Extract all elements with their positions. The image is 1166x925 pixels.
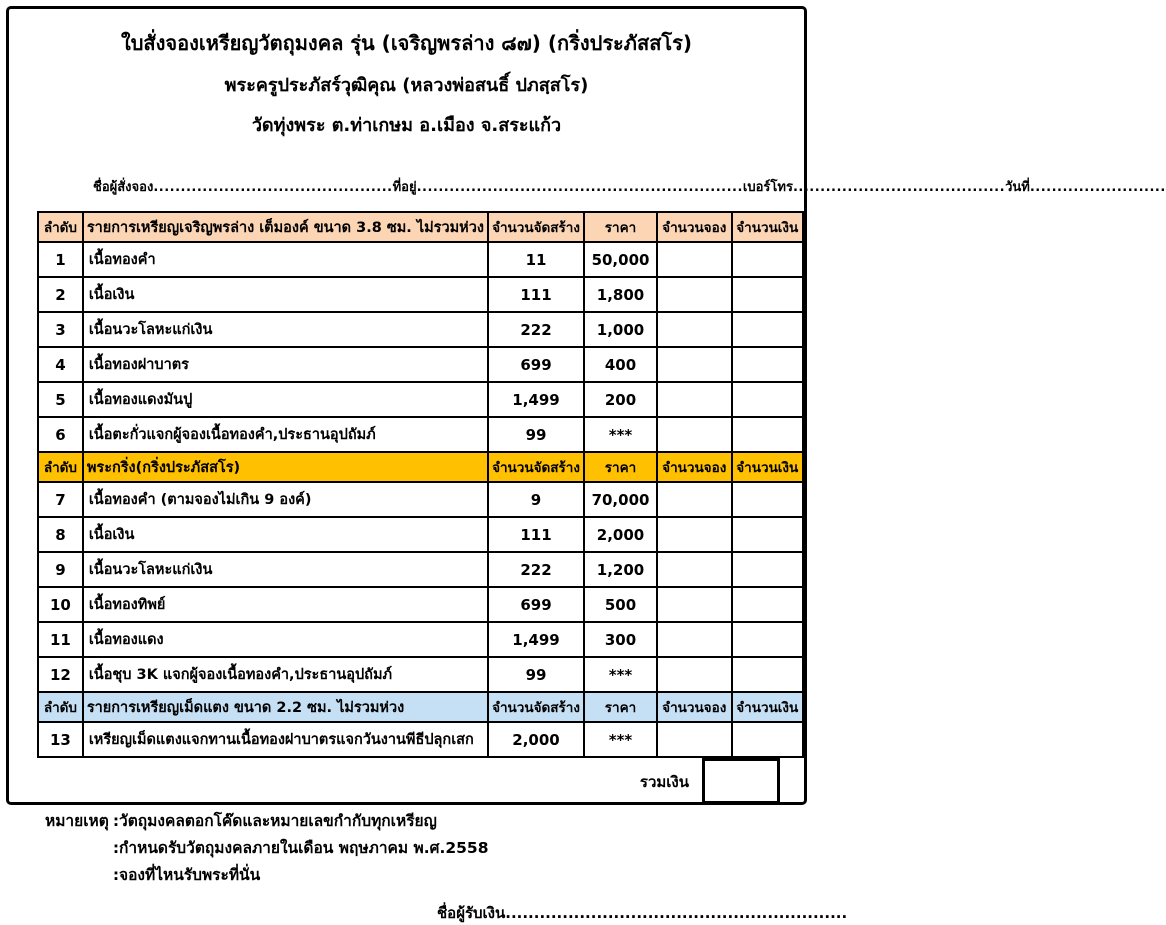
form-title: ใบสั่งจองเหรียญวัตถุมงคล รุ่น (เจริญพรล่าง ๘๗) (กริ่งประภัสสโร) [120,31,693,55]
section-header-cell: จำนวนเงิน [732,212,803,242]
table-row [38,382,803,417]
section-header-cell: จำนวนจัดสร้าง [488,212,584,242]
amount-cell [732,517,803,552]
table-row [38,242,803,277]
qty-made-cell: 699 [488,347,584,382]
qty-reserved-cell [657,417,732,452]
notes-block [45,808,804,889]
monk-name-line: พระครูประภัสร์วุฒิคุณ (หลวงพ่อสนธิ์ ปภสฺสโร) [224,75,589,96]
section-header-cell: รายการเหรียญเม็ดแตง ขนาด 2.2 ซม. ไม่รวมห่วง [83,692,488,722]
section-header-cell: จำนวนจัดสร้าง [488,452,584,482]
section-header-cell: จำนวนเงิน [732,452,803,482]
qty-made-cell: 222 [488,312,584,347]
address-label: ที่อยู่ [392,180,417,195]
item-description-cell: เนื้อทองแดง [83,622,488,657]
item-description-cell: เนื้อเงิน [83,517,488,552]
qty-made-cell: 2,000 [488,722,584,757]
qty-reserved-cell [657,722,732,757]
qty-reserved-cell [657,382,732,417]
item-description-cell: เหรียญเม็ดแตงแจกทานเนื้อทองฝาบาตรแจกวันงานพีธีปลุกเสก [83,722,488,757]
amount-cell [732,417,803,452]
money-receiver-line [437,901,848,925]
temple-address-line: วัดทุ่งพระ ต.ท่าเกษม อ.เมือง จ.สระแก้ว [251,115,562,136]
item-description-cell: เนื้อนวะโลหะแก่เงิน [83,552,488,587]
item-description-cell: เนื้อทองฝาบาตร [83,347,488,382]
section-header-cell: ราคา [584,692,657,722]
phone-label: เบอร์โทร [742,180,793,195]
row-number-cell: 11 [38,622,83,657]
section-header-cell: ราคา [584,452,657,482]
row-number-cell: 2 [38,277,83,312]
price-cell: 1,800 [584,277,657,312]
section-header-row [38,452,803,482]
table-row [38,517,803,552]
section-header-cell: จำนวนจัดสร้าง [488,692,584,722]
row-number-cell: 12 [38,657,83,692]
orderer-name-fill-dots: ............................................ [153,180,393,195]
section-header-row [38,212,803,242]
row-number-cell: 8 [38,517,83,552]
row-number-cell: 5 [38,382,83,417]
page-border-frame [6,6,1166,922]
qty-reserved-cell [657,657,732,692]
section-header-cell: จำนวนเงิน [732,692,803,722]
price-cell: 400 [584,347,657,382]
amount-cell [732,382,803,417]
item-description-cell: เนื้อนวะโลหะแก่เงิน [83,312,488,347]
date-fill-dots: ......................... [1029,180,1166,195]
amount-cell [732,587,803,622]
row-number-cell: 1 [38,242,83,277]
qty-made-cell: 1,499 [488,622,584,657]
qty-made-cell: 9 [488,482,584,517]
qty-reserved-cell [657,552,732,587]
note-line: :จองที่ไหนรับพระที่นั่น [112,866,261,884]
orderer-name-label: ชื่อผู้สั่งจอง [93,180,154,195]
notes-lines [113,808,489,889]
qty-reserved-cell [657,517,732,552]
amount-cell [732,722,803,757]
amount-cell [732,242,803,277]
qty-reserved-cell [657,622,732,657]
item-description-cell: เนื้อทองคำ [83,242,488,277]
section-header-cell: พระกริ่ง(กริ่งประภัสสโร) [83,452,488,482]
qty-reserved-cell [657,312,732,347]
receiver-fill-dots: ............................................................ [505,904,848,922]
price-cell: *** [584,417,657,452]
qty-reserved-cell [657,347,732,382]
document-header [9,9,804,139]
date-label: วันที่ [1005,180,1030,195]
table-row [38,277,803,312]
section-header-cell: ลำดับ [38,452,83,482]
item-description-cell: เนื้อทองคำ (ตามจองไม่เกิน 9 องค์) [83,482,488,517]
table-row [38,657,803,692]
price-cell: 1,000 [584,312,657,347]
section-header-row [38,692,803,722]
qty-reserved-cell [657,482,732,517]
note-line: :กำหนดรับวัตถุมงคลภายในเดือน พฤษภาคม พ.ศ.2558 [112,839,489,857]
price-cell: 2,000 [584,517,657,552]
total-row [9,758,780,806]
address-fill-dots: ............................................................ [416,180,743,195]
row-number-cell: 7 [38,482,83,517]
section-header-cell: รายการเหรียญเจริญพรล่าง เต็มองค์ ขนาด 3.8 ซม. ไม่รวมห่วง [83,212,488,242]
item-description-cell: เนื้อทองทิพย์ [83,587,488,622]
row-number-cell: 13 [38,722,83,757]
qty-made-cell: 111 [488,517,584,552]
table-row [38,587,803,622]
table-row [38,417,803,452]
row-number-cell: 10 [38,587,83,622]
row-number-cell: 9 [38,552,83,587]
receiver-name-label: ชื่อผู้รับเงิน [437,904,506,922]
section-header-cell: จำนวนจอง [657,452,732,482]
price-cell: 70,000 [584,482,657,517]
order-table [37,211,804,758]
amount-cell [732,622,803,657]
qty-made-cell: 111 [488,277,584,312]
row-number-cell: 4 [38,347,83,382]
customer-info-line [93,176,1166,197]
phone-fill-dots: ....................................... [792,180,1006,195]
section-header-cell: ลำดับ [38,692,83,722]
qty-made-cell: 99 [488,657,584,692]
table-row [38,347,803,382]
qty-made-cell: 1,499 [488,382,584,417]
note-line: :วัตถุมงคลตอกโค๊ดและหมายเลขกำกับทุกเหรียญ [112,812,437,830]
total-amount-box [702,758,780,804]
table-row [38,482,803,517]
item-description-cell: เนื้อชุบ 3K แจกผู้จองเนื้อทองคำ,ประธานอุปถัมภ์ [83,657,488,692]
row-number-cell: 3 [38,312,83,347]
amount-cell [732,347,803,382]
section-header-cell: จำนวนจอง [657,212,732,242]
amount-cell [732,277,803,312]
qty-made-cell: 222 [488,552,584,587]
price-cell: 1,200 [584,552,657,587]
section-header-cell: ลำดับ [38,212,83,242]
price-cell: 300 [584,622,657,657]
notes-label: หมายเหตุ [45,812,109,830]
row-number-cell: 6 [38,417,83,452]
table-row [38,622,803,657]
amount-cell [732,312,803,347]
item-description-cell: เนื้อทองแดงมันปู [83,382,488,417]
qty-made-cell: 11 [488,242,584,277]
table-row [38,552,803,587]
section-header-cell: จำนวนจอง [657,692,732,722]
qty-made-cell: 699 [488,587,584,622]
amount-cell [732,552,803,587]
total-amount-label: รวมเงิน [639,773,689,791]
table-row [38,312,803,347]
qty-reserved-cell [657,242,732,277]
qty-made-cell: 99 [488,417,584,452]
section-header-cell: ราคา [584,212,657,242]
price-cell: *** [584,722,657,757]
order-table-body [38,212,803,757]
price-cell: 200 [584,382,657,417]
item-description-cell: เนื้อเงิน [83,277,488,312]
amount-cell [732,482,803,517]
price-cell: 50,000 [584,242,657,277]
qty-reserved-cell [657,277,732,312]
table-row [38,722,803,757]
price-cell: *** [584,657,657,692]
price-cell: 500 [584,587,657,622]
qty-reserved-cell [657,587,732,622]
item-description-cell: เนื้อตะกั่วแจกผู้จองเนื้อทองคำ,ประธานอุปถัมภ์ [83,417,488,452]
amount-cell [732,657,803,692]
